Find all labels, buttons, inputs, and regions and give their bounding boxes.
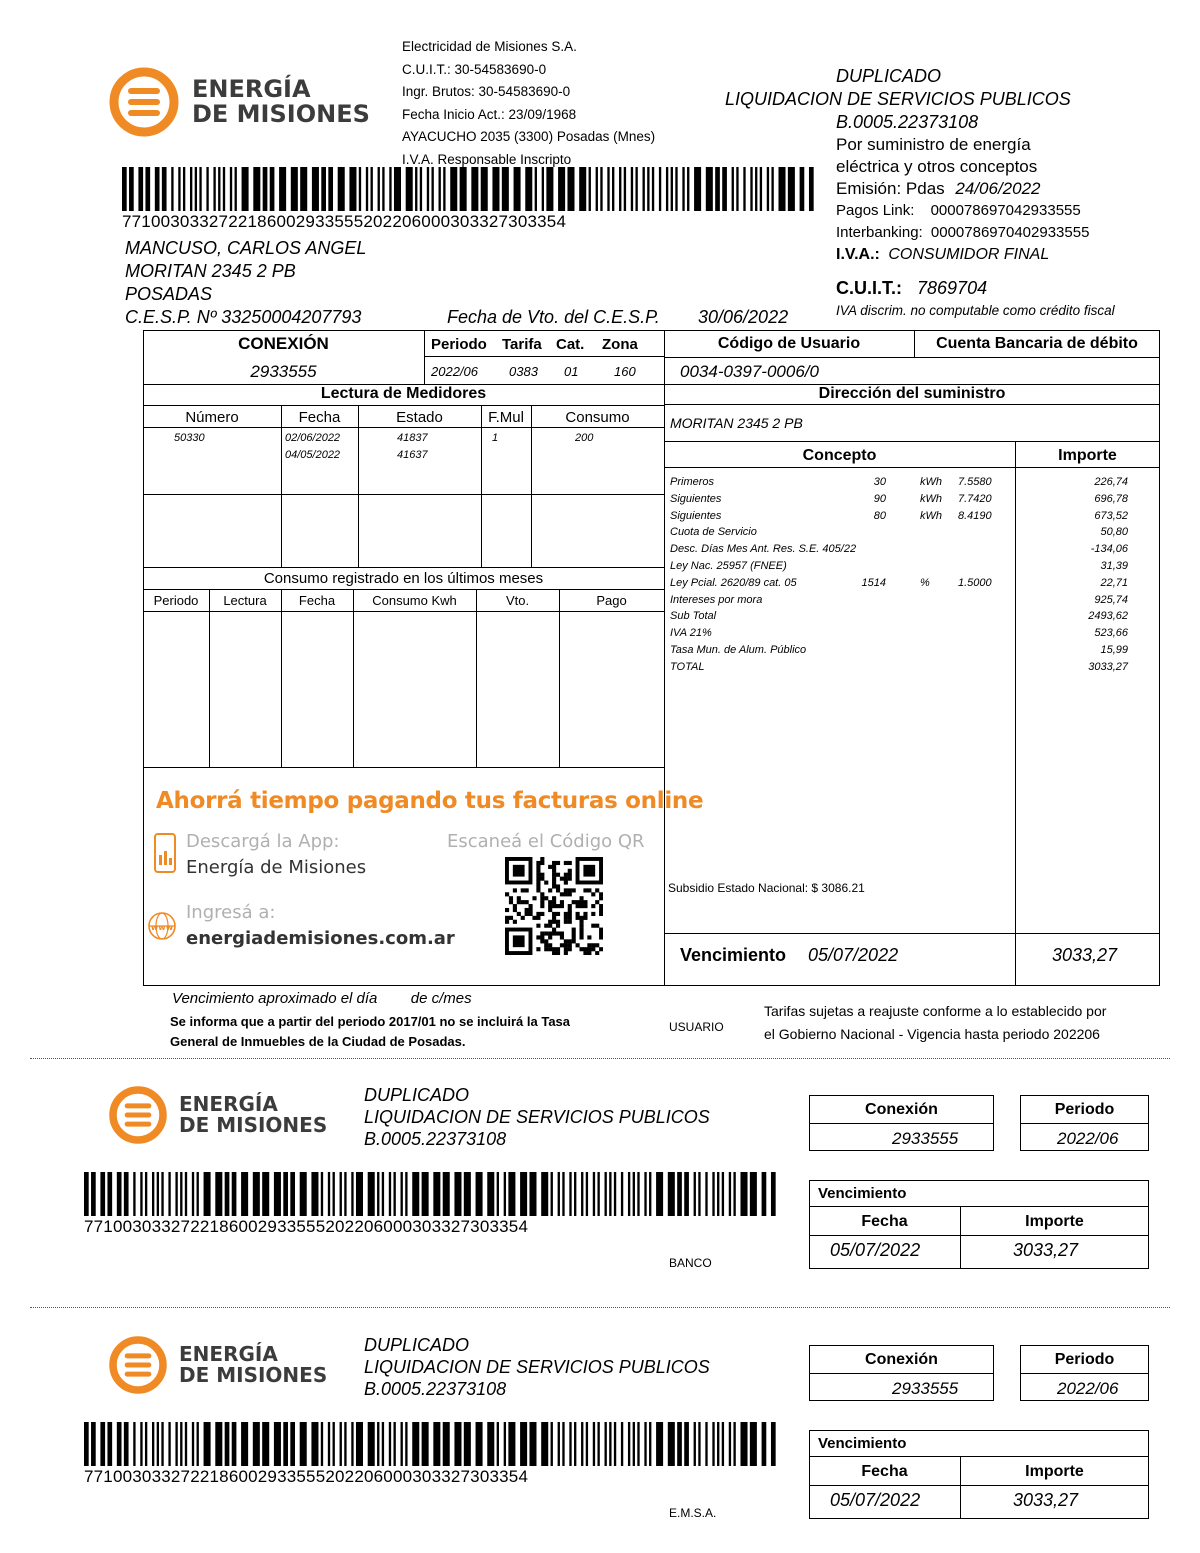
stub2-importe-label: Importe	[1025, 1463, 1084, 1480]
por-suministro-1: Por suministro de energía	[836, 135, 1031, 154]
pagos-link	[836, 202, 1081, 219]
concepto-imp: 226,74	[1094, 476, 1128, 488]
company-iva: I.V.A. Responsable Inscripto	[402, 151, 572, 167]
concepto-p: 7.7420	[958, 492, 992, 505]
importe-label: Importe	[1058, 447, 1117, 464]
hist-header-lectura: Lectura	[223, 593, 267, 608]
cuit-label: C.U.I.T.:	[836, 278, 902, 298]
banco-label: BANCO	[669, 1256, 712, 1270]
app-name: Energía de Misiones	[186, 857, 367, 878]
stub1-periodo-value: 2022/06	[1057, 1129, 1119, 1148]
stub1-conexion-label: Conexión	[865, 1101, 938, 1118]
stub1-importe-label: Importe	[1025, 1213, 1084, 1230]
stub2-conexion-label: Conexión	[865, 1351, 938, 1368]
concepto-name: Sub Total	[670, 610, 717, 623]
historial-title: Consumo registrado en los últimos meses	[263, 570, 544, 587]
company-info	[402, 36, 655, 171]
energy-logo-icon	[108, 1335, 168, 1395]
stub1-conexion-value: 2933555	[892, 1129, 959, 1148]
concepto-q: 1514	[861, 576, 886, 589]
stub2-fecha-label: Fecha	[861, 1463, 908, 1480]
brand-line1: ENERGÍA	[179, 1342, 278, 1366]
iva-label: I.V.A.:	[836, 246, 880, 263]
stub2-importe-value: 3033,27	[1013, 1490, 1079, 1510]
lectura-header-numero: Número	[185, 409, 239, 426]
emision	[836, 179, 1041, 199]
company-inicio: Fecha Inicio Act.: 23/09/1968	[402, 106, 577, 122]
concepto-p: 7.5580	[958, 476, 992, 488]
cat-label: Cat.	[556, 336, 585, 353]
cat-value: 01	[564, 364, 579, 379]
concepto-imp: 3033,27	[1088, 660, 1128, 673]
company-cuit: C.U.I.T.: 30-54583690-0	[402, 61, 547, 77]
lectura-header-consumo: Consumo	[565, 409, 630, 426]
codigo-usuario-value: 0034-0397-0006/0	[680, 362, 819, 381]
tarifas-line1: Tarifas sujetas a reajuste conforme a lo establecido por	[764, 1003, 1107, 1019]
barcode-stub1	[84, 1172, 778, 1216]
concepto-name: Primeros	[670, 476, 715, 488]
stub2-periodo-value: 2022/06	[1057, 1379, 1119, 1398]
concepto-name: Tasa Mun. de Alum. Público	[670, 644, 807, 656]
main-table	[143, 330, 1160, 986]
customer-city: POSADAS	[125, 284, 213, 304]
hist-header-periodo: Periodo	[153, 593, 199, 608]
tarifa-value: 0383	[509, 364, 538, 379]
stub1-doc-number: B.0005.22373108	[364, 1129, 507, 1149]
barcode-number-stub1: 7710030332722186002933555202206000303327303354	[84, 1217, 529, 1236]
cuit-value: 7869704	[917, 278, 988, 298]
duplicado-label: DUPLICADO	[836, 66, 942, 86]
concepto-imp: 15,99	[1100, 644, 1128, 656]
stub2-venc-label: Vencimiento	[818, 1435, 907, 1452]
cuenta-bancaria-label: Cuenta Bancaria de débito	[936, 335, 1138, 352]
inter-label: Interbanking:	[836, 224, 923, 241]
lectura-fecha1: 02/06/2022	[285, 432, 341, 444]
concepto-p: 1.5000	[958, 576, 992, 589]
cesp-vto-date: 30/06/2022	[698, 307, 789, 327]
stub1-duplicado: DUPLICADO	[364, 1085, 470, 1105]
www-globe-icon	[146, 910, 178, 942]
lectura-fmul: 1	[492, 432, 499, 444]
concepto-u: kWh	[920, 509, 942, 522]
lectura-estado1: 41837	[397, 432, 428, 444]
stub1-fecha-value: 05/07/2022	[830, 1240, 921, 1260]
vencimiento-label: Vencimiento	[680, 945, 787, 965]
stub1-doc-title: LIQUIDACION DE SERVICIOS PUBLICOS	[364, 1107, 710, 1127]
web-label: Ingresá a:	[186, 902, 276, 923]
lectura-header-fmul: F.Mul	[488, 409, 524, 426]
periodo-value: 2022/06	[431, 364, 478, 379]
emision-label: Emisión: Pdas	[836, 179, 945, 198]
phone-app-icon	[153, 833, 177, 873]
iva-note: IVA discrim. no computable como crédito fiscal	[836, 303, 1115, 318]
vencimiento-aprox: Vencimiento aproximado el día de c/mes	[172, 990, 472, 1007]
hist-header-pago: Pago	[596, 593, 627, 608]
concepto-p: 8.4190	[958, 509, 992, 522]
barcode-main	[122, 167, 816, 211]
concepto-name: Cuota de Servicio	[670, 526, 757, 539]
tarifa-label: Tarifa	[502, 336, 542, 353]
stub1-periodo-label: Periodo	[1054, 1101, 1115, 1118]
customer-address: MORITAN 2345 2 PB	[125, 261, 296, 281]
cesp-number: C.E.S.P. Nº 33250004207793	[125, 307, 362, 327]
barcode-stub2	[84, 1422, 778, 1466]
lectura-estado2: 41637	[397, 449, 428, 461]
energy-logo-icon	[108, 66, 180, 138]
info-line1: Se informa que a partir del periodo 2017/01 no se incluirá la Tasa	[170, 1014, 571, 1029]
concepto-name: Ley Pcial. 2620/89 cat. 05	[670, 576, 797, 589]
concepto-name: Siguientes	[670, 492, 722, 505]
cesp-vto-label: Fecha de Vto. del C.E.S.P.	[447, 307, 660, 327]
pagos-value: 000078697042933555	[930, 202, 1081, 219]
direccion-value: MORITAN 2345 2 PB	[670, 415, 803, 431]
energy-logo-icon	[108, 1085, 168, 1145]
concepto-u: kWh	[920, 476, 942, 488]
por-suministro-2: eléctrica y otros conceptos	[836, 157, 1038, 176]
doc-number: B.0005.22373108	[836, 112, 979, 132]
concepto-name: IVA 21%	[670, 627, 712, 640]
stub2-doc-number: B.0005.22373108	[364, 1379, 507, 1399]
concepto-name: Ley Nac. 25957 (FNEE)	[670, 560, 787, 572]
concepto-imp: 31,39	[1100, 560, 1128, 572]
brand-logo-stub2	[108, 1335, 327, 1395]
concepto-imp: 696,78	[1094, 492, 1128, 505]
hist-header-fecha: Fecha	[298, 593, 336, 608]
stub1-fecha-label: Fecha	[861, 1213, 908, 1230]
inter-value: 0000786970402933555	[930, 224, 1090, 241]
barcode-number-main: 7710030332722186002933555202206000303327303354	[122, 212, 567, 231]
stub2-fecha-value: 05/07/2022	[830, 1490, 921, 1510]
concepto-q: 80	[873, 509, 886, 522]
concepto-q: 30	[873, 476, 886, 488]
direccion-label: Dirección del suministro	[818, 385, 1006, 402]
stub1-venc-label: Vencimiento	[818, 1185, 907, 1202]
concepto-imp: 2493,62	[1088, 610, 1128, 623]
lectura-header-fecha: Fecha	[298, 409, 341, 426]
stub2-duplicado: DUPLICADO	[364, 1335, 470, 1355]
qr-code[interactable]	[505, 857, 603, 955]
company-address: AYACUCHO 2035 (3300) Posadas (Mnes)	[402, 129, 656, 144]
zona-value: 160	[614, 364, 636, 379]
concepto-imp: 22,71	[1100, 576, 1128, 589]
emsa-label: E.M.S.A.	[669, 1506, 717, 1520]
concepto-u: %	[920, 576, 930, 589]
interbanking	[836, 224, 1089, 241]
concepto-imp: -134,06	[1090, 543, 1128, 556]
conexion-label: CONEXIÓN	[238, 334, 329, 353]
lectura-consumo: 200	[575, 432, 594, 444]
cut-line-2	[30, 1307, 1170, 1308]
app-label: Descargá la App:	[186, 831, 340, 852]
lectura-numero: 50330	[174, 432, 205, 444]
emision-date: 24/06/2022	[955, 179, 1041, 198]
barcode-number-stub2: 7710030332722186002933555202206000303327303354	[84, 1467, 529, 1486]
brand-line1: ENERGÍA	[179, 1092, 278, 1116]
company-name: Electricidad de Misiones S.A.	[402, 39, 577, 54]
stub2-periodo-label: Periodo	[1054, 1351, 1115, 1368]
periodo-label: Periodo	[431, 336, 487, 353]
brand-logo-stub1	[108, 1085, 327, 1145]
brand-line2: DE MISIONES	[179, 1363, 328, 1387]
stub2-doc-title: LIQUIDACION DE SERVICIOS PUBLICOS	[364, 1357, 710, 1377]
codigo-usuario-label: Código de Usuario	[717, 335, 861, 352]
stub1-importe-value: 3033,27	[1013, 1240, 1079, 1260]
concepto-u: kWh	[920, 492, 942, 505]
vencimiento-amount: 3033,27	[1052, 945, 1118, 965]
company-ingr: Ingr. Brutos: 30-54583690-0	[402, 84, 571, 99]
iva-value: CONSUMIDOR FINAL	[888, 246, 1050, 263]
brand-line2: DE MISIONES	[192, 100, 370, 128]
conexion-value: 2933555	[250, 362, 317, 381]
lectura-fecha2: 04/05/2022	[285, 449, 341, 461]
web-url: energiademisiones.com.ar	[186, 928, 455, 949]
concepto-name: Siguientes	[670, 509, 722, 522]
qr-label: Escaneá el Código QR	[447, 831, 645, 852]
svg-text:www: www	[150, 923, 174, 932]
concepto-q: 90	[873, 492, 886, 505]
subsidio-text: Subsidio Estado Nacional: $ 3086.21	[668, 881, 865, 895]
brand-line1: ENERGÍA	[192, 74, 311, 103]
brand-line2: DE MISIONES	[179, 1113, 328, 1137]
doc-title: LIQUIDACION DE SERVICIOS PUBLICOS	[725, 89, 1071, 109]
lectura-title: Lectura de Medidores	[320, 385, 487, 402]
promo-title: Ahorrá tiempo pagando tus facturas online	[156, 788, 704, 814]
concepto-imp: 673,52	[1094, 509, 1128, 522]
iva-condition	[836, 246, 1049, 264]
hist-header-consumo: Consumo Kwh	[372, 593, 457, 608]
customer-name: MANCUSO, CARLOS ANGEL	[125, 238, 367, 258]
hist-header-vto: Vto.	[505, 593, 530, 608]
customer-cuit	[836, 278, 987, 299]
lectura-header-estado: Estado	[396, 409, 443, 426]
concepto-imp: 523,66	[1094, 627, 1128, 640]
concepto-imp: 925,74	[1094, 593, 1128, 606]
concepto-label: Concepto	[802, 447, 877, 464]
pagos-label: Pagos Link:	[836, 202, 915, 219]
concepto-name: Intereses por mora	[670, 593, 763, 606]
stub2-conexion-value: 2933555	[892, 1379, 959, 1398]
concepto-name: Desc. Días Mes Ant. Res. S.E. 405/22	[670, 543, 857, 556]
usuario-label: USUARIO	[669, 1020, 724, 1034]
tarifas-line2: el Gobierno Nacional - Vigencia hasta periodo 202206	[764, 1026, 1100, 1042]
concepto-name: TOTAL	[670, 660, 705, 673]
cut-line-1	[30, 1058, 1170, 1059]
zona-label: Zona	[602, 336, 638, 353]
brand-logo	[108, 66, 370, 138]
vencimiento-date: 05/07/2022	[808, 945, 899, 965]
info-line2: General de Inmuebles de la Ciudad de Posadas.	[170, 1034, 466, 1049]
concepto-imp: 50,80	[1100, 526, 1128, 539]
